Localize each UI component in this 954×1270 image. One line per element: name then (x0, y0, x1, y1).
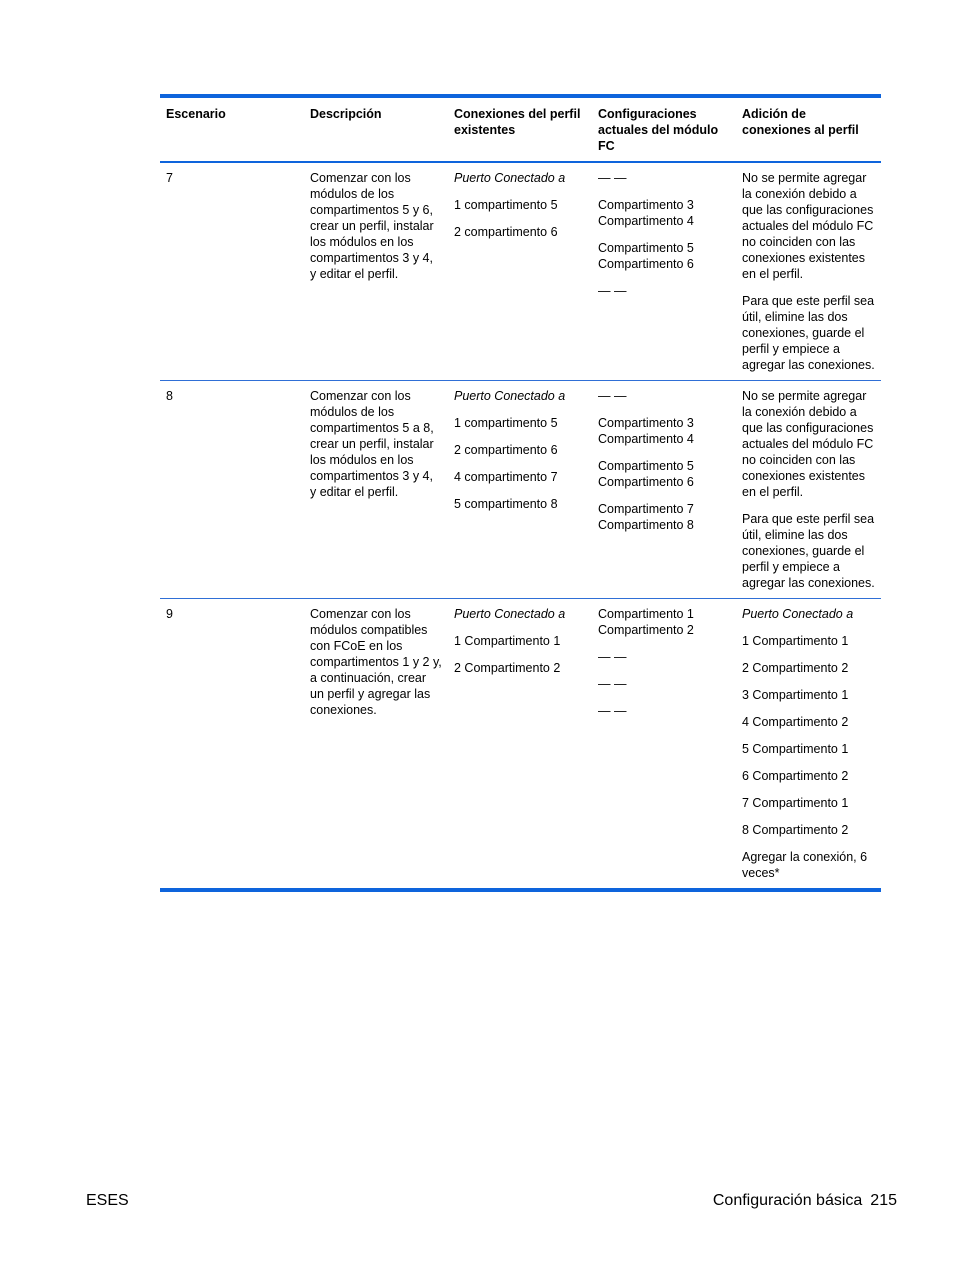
adding-line: 3 Compartimento 1 (742, 688, 849, 702)
adding-connections-cell (736, 162, 881, 381)
existing-connections-cell (448, 381, 592, 599)
description-cell: Comenzar con los módulos de los compartimentos 5 a 8, crear un perfil, instalar los módulos en los compartimentos 3 y 4, y editar el perfil. (304, 381, 448, 599)
existing-line: 2 compartimento 6 (454, 225, 558, 239)
adding-line: 8 Compartimento 2 (742, 823, 849, 837)
description-cell: Comenzar con los módulos de los compartimentos 5 y 6, crear un perfil, instalar los módulos en los compartimentos 3 y 4, y editar el perfil. (310, 171, 434, 281)
existing-line: 1 Compartimento 1 (454, 634, 561, 648)
fc-config-line: Compartimento 3 Compartimento 4 (598, 416, 694, 446)
existing-line: Puerto Conectado a (454, 607, 566, 621)
existing-line: Puerto Conectado a (454, 389, 566, 403)
fc-config-cell (592, 381, 736, 599)
table-row (160, 381, 881, 599)
adding-line: Para que este perfil sea útil, elimine las dos conexiones, guarde el perfil y empiece a agregar las conexiones. (742, 512, 875, 590)
header-configuraciones-fc: Configuraciones actuales del módulo FC (592, 96, 736, 162)
adding-line: No se permite agregar la conexión debido a que las configuraciones actuales del módulo FC no coinciden con las conexiones existentes en el perfil. (742, 171, 874, 281)
scenario-table (160, 94, 881, 892)
existing-line: 4 compartimento 7 (454, 470, 558, 484)
adding-line: Agregar la conexión, 6 veces* (742, 850, 868, 880)
adding-connections-cell (736, 381, 881, 599)
fc-config-line: — — (598, 389, 627, 403)
existing-connections-cell (448, 599, 592, 891)
footer-section-title: Configuración básica (712, 1192, 863, 1209)
scenario-table-container (160, 94, 881, 892)
adding-line: 1 Compartimento 1 (742, 634, 849, 648)
table-row (160, 599, 881, 891)
fc-config-line: — — (598, 171, 627, 185)
adding-line: 7 Compartimento 1 (742, 796, 849, 810)
existing-line: 5 compartimento 8 (454, 497, 558, 511)
fc-config-cell (592, 162, 736, 381)
fc-config-line: Compartimento 1 Compartimento 2 (598, 607, 694, 637)
scenario-cell: 7 (166, 171, 173, 185)
existing-connections-cell (448, 162, 592, 381)
fc-config-line: — — (598, 704, 627, 718)
fc-config-line: — — (598, 677, 627, 691)
header-escenario: Escenario (160, 96, 304, 162)
adding-connections-cell (736, 599, 881, 891)
fc-config-line: Compartimento 5 Compartimento 6 (598, 459, 694, 489)
header-adicion-conexiones: Adición de conexiones al perfil (736, 96, 881, 162)
scenario-cell: 9 (160, 599, 304, 891)
adding-line: No se permite agregar la conexión debido a que las configuraciones actuales del módulo FC no coinciden con las conexiones existentes en el perfil. (742, 389, 874, 499)
table-row (160, 162, 881, 381)
description-cell: Comenzar con los módulos compatibles con FCoE en los compartimentos 1 y 2 y, a continuación, crear un perfil y agregar las conexiones. (304, 599, 448, 891)
fc-config-cell (592, 599, 736, 891)
header-descripcion: Descripción (304, 96, 448, 162)
adding-line: Puerto Conectado a (742, 607, 854, 621)
adding-line: 6 Compartimento 2 (742, 769, 849, 783)
adding-line: Para que este perfil sea útil, elimine las dos conexiones, guarde el perfil y empiece a agregar las conexiones. (742, 294, 875, 372)
fc-config-line: Compartimento 7 Compartimento 8 (598, 502, 694, 532)
fc-config-line: Compartimento 5 Compartimento 6 (598, 241, 694, 271)
header-conexiones-existentes: Conexiones del perfil existentes (448, 96, 592, 162)
adding-line: 5 Compartimento 1 (742, 742, 849, 756)
adding-line: 4 Compartimento 2 (742, 715, 849, 729)
existing-line: 1 compartimento 5 (454, 416, 558, 430)
fc-config-line: Compartimento 3 Compartimento 4 (598, 198, 694, 228)
fc-config-line: — — (598, 284, 627, 298)
existing-line: 2 Compartimento 2 (454, 661, 561, 675)
footer-locale-code: ESES (86, 1192, 129, 1209)
table-header-row (160, 96, 881, 162)
existing-line: Puerto Conectado a (454, 171, 566, 185)
page-number: 215 (870, 1192, 897, 1209)
existing-line: 2 compartimento 6 (454, 443, 558, 457)
fc-config-line: — — (598, 650, 627, 664)
scenario-cell: 8 (160, 381, 304, 599)
adding-line: 2 Compartimento 2 (742, 661, 849, 675)
existing-line: 1 compartimento 5 (454, 198, 558, 212)
footer-section (713, 1191, 897, 1211)
